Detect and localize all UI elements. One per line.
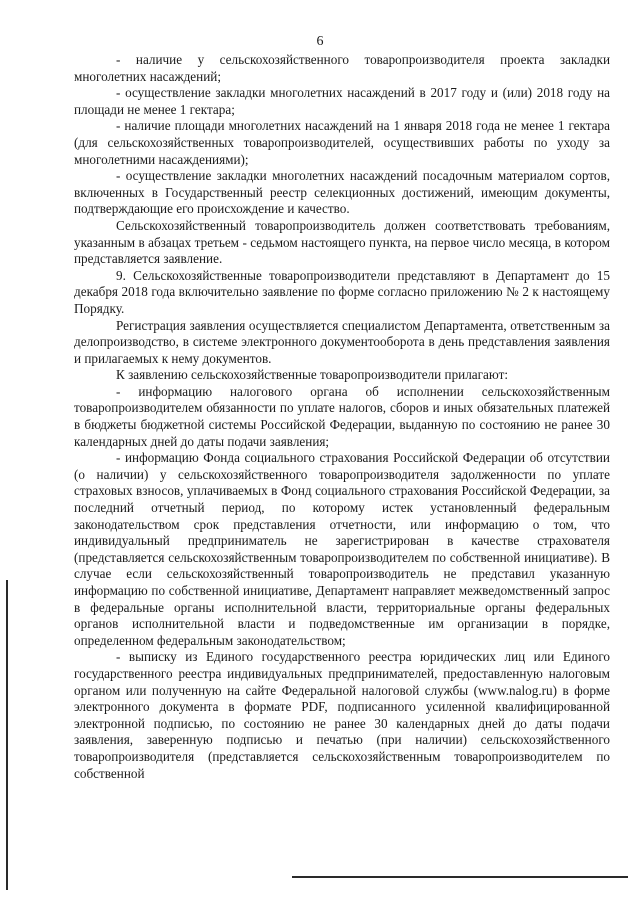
paragraph: К заявлению сельскохозяйственные товаропроизводители прилагают: <box>116 367 509 383</box>
paragraph: - осуществление закладки многолетних насаждений в 2017 году и (или) 2018 году на площади не менее 1 гектара; <box>74 85 610 117</box>
paragraph: - наличие площади многолетних насаждений на 1 января 2018 года не менее 1 гектара (для сельскохозяйственных товаропроизводителей, осуществивших работы по уходу за многолетними насаждениями); <box>74 118 610 167</box>
paragraph: - наличие у сельскохозяйственного товаропроизводителя проекта закладки многолетних насаждений; <box>74 52 610 84</box>
scan-bottom-edge-line <box>292 876 628 878</box>
paragraph: - информацию Фонда социального страхования Российской Федерации об отсутствии (о наличии) у сельскохозяйственного товаропроизводителя задолженности по уплате страховых взносов, уплачиваемых в Фонд социального страхования Российской Федерации, за последний отчетный период, по которому истек установленный федеральным законодательством срок представления отчетности, или информацию о том, что индивидуальный предприниматель не зарегистрирован в качестве страхователя (представляется сельскохозяйственным товаропроизводителем по собственной инициативе). В случае если сельскохозяйственный товаропроизводитель не представил указанную информацию по собственной инициативе, Департамент направляет межведомственный запрос в федеральные органы исполнительной власти, территориальные органы федеральных органов исполнительной власти и подведомственные им организации в порядке, определенном федеральным законодательством; <box>74 450 610 648</box>
paragraph: Сельскохозяйственный товаропроизводитель должен соответствовать требованиям, указанным в абзацах третьем - седьмом настоящего пункта, на первое число месяца, в котором представляется заявление. <box>74 217 610 267</box>
paragraph: 9. Сельскохозяйственные товаропроизводители представляют в Департамент до 15 декабря 2018 года включительно заявление по форме согласно приложению № 2 к настоящему Порядку. <box>74 267 610 316</box>
paragraph: Регистрация заявления осуществляется специалистом Департамента, ответственным за делопроизводство, в системе электронного документооборота в день представления заявления и прилагаемых к нему документов. <box>74 317 610 366</box>
document-body <box>74 52 610 782</box>
paragraph: - осуществление закладки многолетних насаждений посадочным материалом сортов, включенных в Государственный реестр селекционных достижений, имеющим документы, подтверждающие его происхождение и качество. <box>74 168 610 217</box>
page-number: 6 <box>316 34 324 49</box>
paragraph: - выписку из Единого государственного реестра юридических лиц или Единого государственного реестра индивидуальных предпринимателей, предоставленную налоговым органом или полученную на сайте Федеральной налоговой службы (www.nalog.ru) в форме электронного документа в формате PDF, подписанного усиленной квалифицированной электронной подписью, по состоянию не ранее 30 календарных дней до даты подачи заявления, заверенную подписью и печатью (при наличии) сельскохозяйственного товаропроизводителя (представляется сельскохозяйственным товаропроизводителем по собственной <box>74 649 610 781</box>
paragraph: - информацию налогового органа об исполнении сельскохозяйственным товаропроизводителем обязанности по уплате налогов, сборов и иных обязательных платежей в бюджеты бюджетной системы Российской Федерации, выданную по состоянию не ранее 30 календарных дней до даты подачи заявления; <box>74 383 610 449</box>
scan-left-margin-line <box>6 580 8 890</box>
